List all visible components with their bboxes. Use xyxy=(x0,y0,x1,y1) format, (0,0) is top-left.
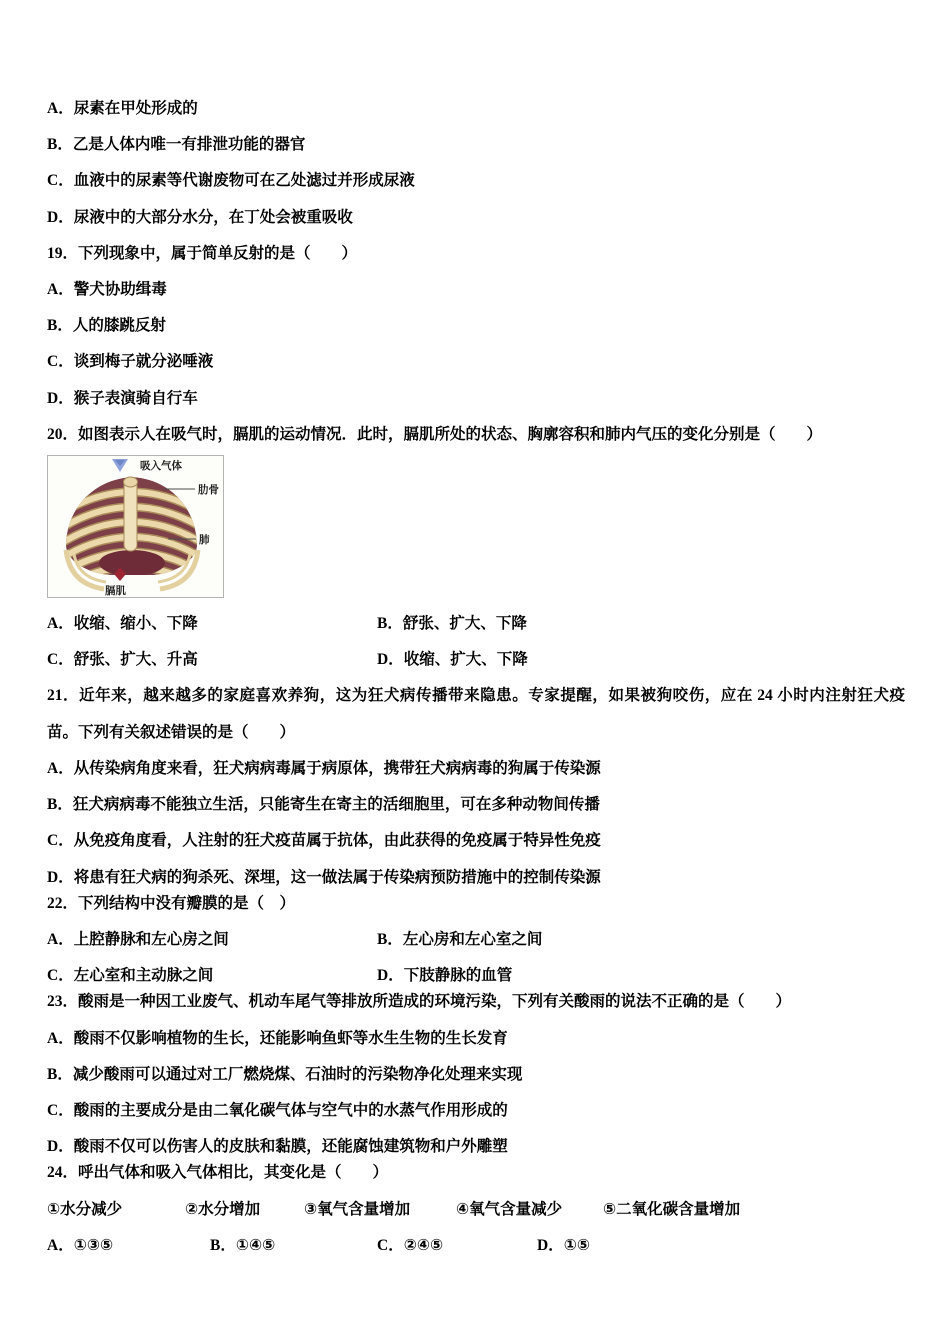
q21-option-a: A．从传染病角度来看，狂犬病病毒属于病原体，携带狂犬病病毒的狗属于传染源 xyxy=(47,760,601,778)
q22-stem: 22．下列结构中没有瓣膜的是（ ） xyxy=(47,894,296,912)
q21-option-b: B．狂犬病病毒不能独立生活，只能寄生在寄主的活细胞里，可在多种动物间传播 xyxy=(47,796,600,814)
q22-option-d: D．下肢静脉的血管 xyxy=(377,967,513,985)
q18-option-d: D．尿液中的大部分水分，在丁处会被重吸收 xyxy=(47,208,353,226)
q20-option-c: C．舒张、扩大、升高 xyxy=(47,651,198,669)
q24-item-5: ⑤二氧化碳含量增加 xyxy=(603,1200,741,1218)
q22-option-a: A．上腔静脉和左心房之间 xyxy=(47,931,229,948)
q24-items-row xyxy=(47,1192,905,1228)
q23-stem: 23．酸雨是一种因工业废气、机动车尾气等排放所造成的环境污染，下列有关酸雨的说法不正确的是（ ） xyxy=(47,993,792,1011)
q23-option-a: A．酸雨不仅影响植物的生长，还能影响鱼虾等水生生物的生长发育 xyxy=(47,1029,508,1047)
q18-option-b: B．乙是人体内唯一有排泄功能的器官 xyxy=(47,136,306,154)
q20-option-d: D．收缩、扩大、下降 xyxy=(377,651,528,669)
q20-stem: 20．如图表示人在吸气时，膈肌的运动情况．此时，膈肌所处的状态、胸廓容积和肺内气压的变化分别是（ ） xyxy=(47,425,823,443)
q19-stem: 19．下列现象中，属于简单反射的是（ ） xyxy=(47,244,358,262)
q18-option-a: A．尿素在甲处形成的 xyxy=(47,100,198,117)
q22-options-row-1 xyxy=(47,922,905,958)
q21-stem: 21．近年来，越来越多的家庭喜欢养狗，这为狂犬病传播带来隐患。专家提醒，如果被狗咬伤，应在 24 小时内注射狂犬疫苗。下列有关叙述错误的是（ ） xyxy=(47,687,905,741)
diaphragm-label: 膈肌 xyxy=(105,585,126,597)
q19-option-a: A．警犬协助缉毒 xyxy=(47,280,167,298)
q20-option-b: B．舒张、扩大、下降 xyxy=(377,614,527,632)
q24-option-a: A．①③⑤ xyxy=(47,1236,114,1254)
q24-options-row xyxy=(47,1228,905,1264)
ribcage-art xyxy=(60,477,204,589)
q24-item-4: ④氧气含量减少 xyxy=(456,1200,563,1218)
q21-option-d: D．将患有狂犬病的狗杀死、深埋，这一做法属于传染病预防措施中的控制传染源 xyxy=(47,868,601,886)
rib-label: 肋骨 xyxy=(198,484,219,496)
q19-option-c: C．谈到梅子就分泌唾液 xyxy=(47,353,214,371)
diaphragm-shape xyxy=(99,550,165,576)
q24-option-d: D．①⑤ xyxy=(537,1236,590,1254)
q24-option-c: C．②④⑤ xyxy=(377,1236,444,1254)
q23-option-d: D．酸雨不仅可以伤害人的皮肤和黏膜，还能腐蚀建筑物和户外雕塑 xyxy=(47,1138,508,1156)
q20-option-a: A．收缩、缩小、下降 xyxy=(47,614,198,632)
q20-options-row-1 xyxy=(47,606,905,642)
q21-option-c: C．从免疫角度看，人注射的狂犬疫苗属于抗体，由此获得的免疫属于特异性免疫 xyxy=(47,832,601,850)
q23-option-c: C．酸雨的主要成分是由二氧化碳气体与空气中的水蒸气作用形成的 xyxy=(47,1101,508,1119)
q19-option-b: B．人的膝跳反射 xyxy=(47,317,166,335)
q24-stem: 24．呼出气体和吸入气体相比，其变化是（ ） xyxy=(47,1164,389,1182)
q20-options-row-2 xyxy=(47,642,905,678)
q23-option-b: B．减少酸雨可以通过对工厂燃烧煤、石油时的污染物净化处理来实现 xyxy=(47,1065,523,1083)
q24-item-1: ①水分减少 xyxy=(47,1200,123,1218)
q24-item-2: ②水分增加 xyxy=(185,1200,261,1218)
q22-option-c: C．左心室和主动脉之间 xyxy=(47,967,214,985)
ribcage-diagram xyxy=(48,456,223,597)
inhale-label: 吸入气体 xyxy=(140,460,182,472)
ribcage-figure xyxy=(47,455,224,598)
q24-option-b: B．①④⑤ xyxy=(210,1236,276,1254)
q18-option-c: C．血液中的尿素等代谢废物可在乙处滤过并形成尿液 xyxy=(47,172,415,190)
lung-label: 肺 xyxy=(199,534,210,546)
q22-option-b: B．左心房和左心室之间 xyxy=(377,931,543,948)
q24-item-3: ③氧气含量增加 xyxy=(304,1200,411,1218)
q19-option-d: D．猴子表演骑自行车 xyxy=(47,389,198,407)
